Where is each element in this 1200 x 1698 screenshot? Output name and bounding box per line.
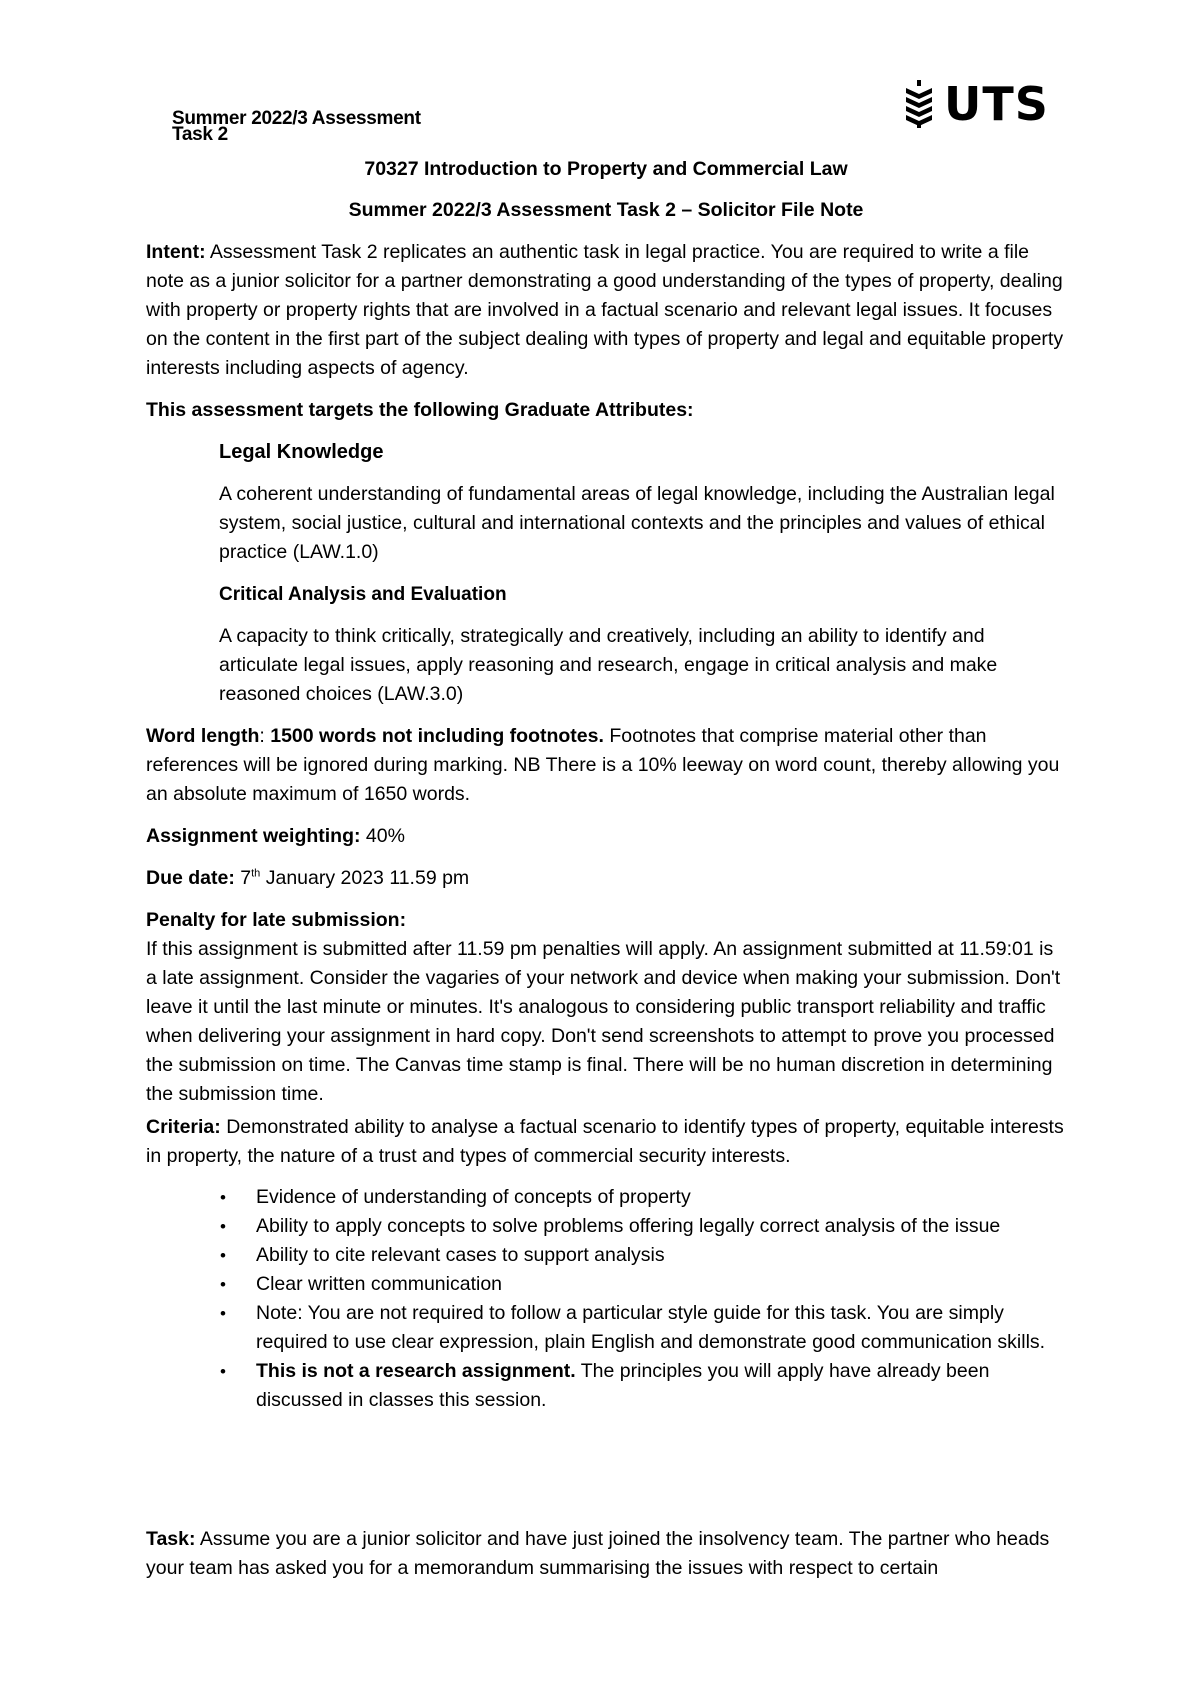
criteria-bullet-list — [146, 1183, 1066, 1415]
research-note-bold: This is not a research assignment. — [256, 1360, 576, 1382]
intent-paragraph — [146, 238, 1066, 383]
penalty-text: If this assignment is submitted after 11.59 pm penalties will apply. An assignment submitted at 11.59:01 is a late assignment. Consider the vagaries of your network and device when making your submission. Don't leave it until the last minute or minutes. It's analogous to considering public transport reliability and traffic when delivering your assignment in hard copy. Don't send screenshots to attempt to prove you processed the submission on time. The Canvas time stamp is final. There will be no human discretion in determining the submission time. — [146, 938, 1061, 1105]
list-item — [256, 1357, 1066, 1415]
course-title: 70327 Introduction to Property and Commercial Law — [364, 158, 848, 180]
list-item: • Evidence of understanding of concepts of property — [256, 1183, 1066, 1212]
task-text: Assume you are a junior solicitor and have just joined the insolvency team. The partner who heads your team has asked you for a memorandum summarising the issues with respect to certain — [146, 1528, 1050, 1579]
header-ghost-text: Task 2 — [172, 124, 228, 145]
attribute-title-critical-analysis: Critical Analysis and Evaluation — [219, 584, 507, 605]
uts-logo-text: UTS — [944, 77, 1049, 131]
list-item: • Clear written communication — [256, 1270, 1066, 1299]
list-item: • Ability to apply concepts to solve problems offering legally correct analysis of the issue — [256, 1212, 1066, 1241]
task-label: Task: — [146, 1528, 196, 1550]
attribute-text-legal-knowledge: A coherent understanding of fundamental areas of legal knowledge, including the Australian legal system, social justice, cultural and international contexts and the principles and values of ethical practice (LAW.1.0) — [219, 483, 1055, 563]
penalty-heading-text: Penalty for late submission: — [146, 909, 407, 931]
task-paragraph — [146, 1525, 1066, 1583]
word-length-label: Word length — [146, 725, 260, 747]
graduate-attributes-list — [146, 438, 1066, 709]
due-date-suffix: th — [251, 867, 261, 880]
intent-label: Intent: — [146, 241, 206, 263]
task-title: Summer 2022/3 Assessment Task 2 – Solicitor File Note — [348, 199, 864, 221]
document-body — [146, 150, 1066, 1583]
attribute-text-critical-analysis: A capacity to think critically, strategically and creatively, including an ability to identify and articulate legal issues, apply reasoning and research, engage in critical analysis and make reasoned choices (LAW.3.0) — [219, 625, 998, 705]
word-length-paragraph — [146, 722, 1066, 809]
criteria-label: Criteria: — [146, 1116, 221, 1138]
list-item: • Note: You are not required to follow a particular style guide for this task. You are simply required to use clear expression, plain English and demonstrate good communication skills. — [256, 1299, 1066, 1357]
research-note-text: The principles you will apply have already been discussed in classes this session. — [256, 1360, 990, 1411]
graduate-attributes-heading — [146, 396, 1066, 425]
uts-logo — [902, 77, 1049, 131]
due-date-day: 7 — [234, 867, 252, 889]
header-assessment-label — [172, 108, 421, 145]
criteria-text: Demonstrated ability to analyse a factual scenario to identify types of property, equitable interests in property, the nature of a trust and types of commercial security interests. — [146, 1116, 1064, 1167]
criteria-paragraph — [146, 1113, 1066, 1171]
due-date-label: Due date: — [146, 867, 235, 889]
word-length-value: 1500 words not including footnotes. — [270, 725, 604, 747]
penalty-heading — [146, 906, 1066, 935]
intent-text: Assessment Task 2 replicates an authentic task in legal practice. You are required to write a file note as a junior solicitor for a partner demonstrating a good understanding of the types of property, dealing with property or property rights that are involved in a factual scenario and relevant legal issues. It focuses on the content in the first part of the subject dealing with types of property and legal and equitable property interests including aspects of agency. — [146, 241, 1064, 379]
weighting-label: Assignment weighting: — [146, 825, 361, 847]
due-date-rest: January 2023 11.59 pm — [260, 867, 470, 889]
weighting-paragraph — [146, 822, 1066, 851]
header-text: Summer 2022/3 Assessment — [172, 108, 421, 129]
due-date-paragraph — [146, 864, 1066, 893]
word-length-text: Footnotes that comprise material other than references will be ignored during marking. NB There is a 10% leeway on word count, thereby allowing you an absolute maximum of 1650 words. — [146, 725, 1060, 805]
attribute-title-legal-knowledge: Legal Knowledge — [219, 441, 384, 463]
graduate-attributes-heading-text: This assessment targets the following Graduate Attributes: — [146, 399, 694, 421]
uts-crest-icon — [902, 80, 936, 128]
weighting-value: 40% — [360, 825, 405, 847]
word-length-colon: : — [259, 725, 271, 747]
list-item: • Ability to cite relevant cases to support analysis — [256, 1241, 1066, 1270]
